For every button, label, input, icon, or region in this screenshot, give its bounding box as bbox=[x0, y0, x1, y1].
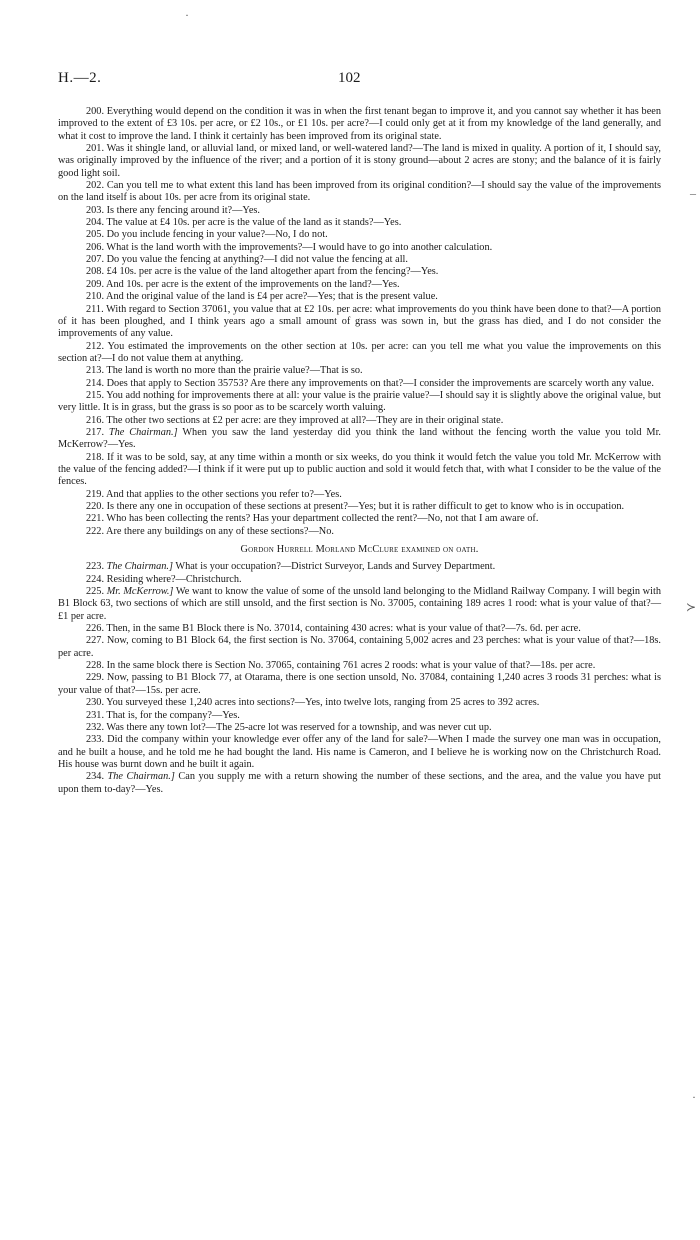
testimony-paragraph bbox=[58, 106, 661, 143]
question-number: 216. bbox=[86, 414, 105, 426]
testimony-paragraph bbox=[58, 365, 661, 377]
question-answer-text: If it was to be sold, say, at any time within a month or six weeks, do you think it would fetch the value you told Mr. McKerrow with the value of the fencing added?—I think if it were put up to public auction and sold it would fetch that, with what I consider to be the value of the fences. bbox=[58, 451, 662, 488]
speaker-label: The Chairman.] bbox=[108, 426, 178, 438]
testimony-paragraph bbox=[58, 242, 661, 254]
testimony-paragraph bbox=[58, 710, 661, 722]
question-number: 204. bbox=[86, 217, 105, 229]
question-number: 203. bbox=[86, 204, 105, 216]
testimony-paragraph bbox=[58, 452, 661, 489]
question-number: 220. bbox=[86, 501, 105, 512]
question-number: 205. bbox=[86, 229, 105, 241]
question-answer-text: Was there any town lot?—The 25-acre lot was reserved for a township, and was never cut up. bbox=[106, 721, 492, 733]
question-number: 215. bbox=[86, 389, 105, 401]
question-answer-text: Did the company within your knowledge ever offer any of the land for sale?—When I made the survey one man was in occupation, and he built a house, and he told me he had bought the land. His name is Cameron, and I believe he is working now on the Christchurch Road. His house was burnt down and he built it again. bbox=[58, 734, 662, 770]
testimony-paragraph bbox=[58, 574, 661, 586]
question-number: 223. bbox=[86, 561, 105, 573]
document-reference: H.—2. bbox=[58, 70, 102, 86]
testimony-paragraph bbox=[58, 217, 661, 229]
testimony-paragraph bbox=[58, 229, 661, 241]
question-number: 225. bbox=[86, 586, 105, 598]
question-number: 209. bbox=[86, 278, 105, 290]
testimony-paragraph bbox=[58, 143, 661, 180]
testimony-paragraph bbox=[58, 427, 661, 452]
question-number: 233. bbox=[86, 734, 105, 746]
question-answer-text: The value at £4 10s. per acre is the value of the land as it stands?—Yes. bbox=[106, 217, 402, 229]
question-answer-text: You add nothing for improvements there at all: your value is the prairie value?—I should say it is slightly above the original value, but very little. It is in grass, but the grass is so poor as to be scarcely worth valuing. bbox=[58, 389, 661, 414]
speaker-label: The Chairman.] bbox=[107, 771, 175, 783]
testimony-paragraph bbox=[58, 291, 661, 303]
scan-mark: · bbox=[185, 8, 189, 22]
question-number: 211. bbox=[86, 303, 104, 315]
question-answer-text: You estimated the improvements on the other section at 10s. per acre: can you tell me what you value the improvements on this section at?—I do not value them at anything. bbox=[58, 340, 661, 364]
question-answer-text: In the same block there is Section No. 37065, containing 761 acres 2 roods: what is your value of that?—18s. per acre. bbox=[106, 660, 596, 672]
question-answer-text: Was it shingle land, or alluvial land, or mixed land, or well-watered land?—The land is mixed in quality. A portion of it, I should say, was originally improved by the influence of the river; and a portion of it is stony ground—about 2 acres are stony; and the balance of it is fairly good light soil. bbox=[58, 143, 662, 179]
testimony-paragraph bbox=[58, 341, 661, 366]
question-answer-text: Are there any buildings on any of these sections?—No. bbox=[106, 525, 334, 537]
question-answer-text: The land is worth no more than the prairie value?—That is so. bbox=[106, 365, 363, 377]
testimony-paragraph bbox=[58, 266, 661, 278]
testimony-paragraph bbox=[58, 501, 661, 513]
question-number: 201. bbox=[86, 143, 105, 155]
question-number: 232. bbox=[86, 721, 105, 733]
question-number: 219. bbox=[86, 488, 105, 500]
speaker-label: The Chairman.] bbox=[106, 561, 173, 573]
question-number: 229. bbox=[86, 672, 105, 684]
question-number: 210. bbox=[86, 291, 105, 303]
testimony-paragraph bbox=[58, 586, 661, 623]
testimony-paragraph bbox=[58, 415, 661, 427]
question-number: 224. bbox=[86, 573, 105, 585]
testimony-paragraph bbox=[58, 205, 661, 217]
scan-mark: ≻ bbox=[686, 600, 697, 614]
question-number: 213. bbox=[86, 365, 105, 377]
question-number: 218. bbox=[86, 451, 105, 463]
testimony-paragraph bbox=[58, 526, 661, 538]
testimony-paragraph bbox=[58, 378, 661, 390]
testimony-paragraph bbox=[58, 279, 661, 291]
question-answer-text: Is there any one in occupation of these sections at present?—Yes; but it is rather difficult to get to know who is in occupation. bbox=[106, 501, 625, 512]
question-number: 221. bbox=[86, 513, 105, 525]
question-answer-text: When you saw the land yesterday did you think the land without the fencing worth the value you told Mr. McKerrow?—Yes. bbox=[58, 426, 661, 451]
question-answer-text: With regard to Section 37061, you value that at £2 10s. per acre: what improvements do you think have been done to that?—A portion of it has been ploughed, and I think years ago a small amount of grass was sown in, but the grass has died, and I do not consider the improvements of any value. bbox=[58, 303, 661, 340]
testimony-paragraph bbox=[58, 390, 661, 415]
question-number: 231. bbox=[86, 709, 105, 721]
question-answer-text: And 10s. per acre is the extent of the improvements on the land?—Yes. bbox=[106, 278, 400, 290]
question-answer-text: Then, in the same B1 Block there is No. 37014, containing 430 acres: what is your value of that?—7s. 6d. per acre. bbox=[106, 623, 581, 635]
question-number: 217. bbox=[86, 426, 105, 438]
testimony-paragraph bbox=[58, 660, 661, 672]
page-number: 102 bbox=[338, 70, 361, 86]
testimony-paragraph bbox=[58, 722, 661, 734]
question-number: 226. bbox=[86, 623, 105, 635]
testimony-paragraph bbox=[58, 734, 661, 771]
question-answer-text: Now, coming to B1 Block 64, the first section is No. 37064, containing 5,002 acres and 23 perches: what is your value of that?—18s. per acre. bbox=[58, 635, 661, 659]
testimony-paragraph bbox=[58, 304, 661, 341]
question-number: 206. bbox=[86, 241, 105, 253]
scan-mark: – bbox=[690, 186, 696, 200]
question-answer-text: Can you supply me with a return showing the number of these sections, and the area, and the value you have put upon them to-day?—Yes. bbox=[58, 771, 662, 795]
testimony-body bbox=[58, 106, 661, 796]
testimony-paragraph bbox=[58, 623, 661, 635]
question-answer-text: What is your occupation?—District Surveyor, Lands and Survey Department. bbox=[175, 561, 496, 573]
question-answer-text: Do you include fencing in your value?—No, I do not. bbox=[106, 229, 328, 241]
question-number: 234. bbox=[86, 771, 105, 783]
question-answer-text: Now, passing to B1 Block 77, at Otarama, there is one section unsold, No. 37084, containing 1,240 acres 3 roods 31 perches: what is your value of that?—15s. per acre. bbox=[58, 672, 661, 696]
question-answer-text: What is the land worth with the improvements?—I would have to go into another calculation. bbox=[106, 241, 493, 253]
question-answer-text: £4 10s. per acre is the value of the land altogether apart from the fencing?—Yes. bbox=[106, 266, 439, 278]
question-answer-text: Can you tell me to what extent this land has been improved from its original condition?—I should say the value of the improvements on the land itself is about 10s. per acre from its original state. bbox=[58, 180, 661, 204]
question-number: 214. bbox=[86, 377, 105, 389]
question-number: 228. bbox=[86, 660, 105, 672]
question-answer-text: Is there any fencing around it?—Yes. bbox=[106, 204, 260, 216]
question-answer-text: Do you value the fencing at anything?—I did not value the fencing at all. bbox=[106, 254, 408, 266]
question-number: 202. bbox=[86, 180, 105, 192]
question-answer-text: Everything would depend on the condition it was in when the first tenant began to improve it, and you cannot say whether it has been improved to the extent of £3 10s. per acre, or £2 10s., or £1 10s. per acre?—I could only get at it from my knowledge of the land generally, and what it cost to improve the land. I think it certainly has been improved from its original state. bbox=[58, 106, 661, 142]
question-number: 227. bbox=[86, 635, 105, 647]
question-answer-text: Residing where?—Christchurch. bbox=[106, 573, 242, 585]
question-answer-text: Who has been collecting the rents? Has your department collected the rent?—No, not that I am aware of. bbox=[106, 513, 539, 525]
question-answer-text: Does that apply to Section 35753? Are there any improvements on that?—I consider the improvements are scarcely worth any value. bbox=[106, 377, 654, 389]
question-answer-text: You surveyed these 1,240 acres into sections?—Yes, into twelve lots, ranging from 25 acres to 392 acres. bbox=[106, 697, 540, 709]
testimony-paragraph bbox=[58, 697, 661, 709]
question-number: 208. bbox=[86, 266, 105, 278]
question-number: 200. bbox=[86, 106, 105, 117]
question-answer-text: And that applies to the other sections you refer to?—Yes. bbox=[106, 488, 342, 500]
question-number: 230. bbox=[86, 697, 105, 709]
scan-mark: · bbox=[692, 1090, 696, 1104]
testimony-paragraph bbox=[58, 672, 661, 697]
question-answer-text: That is, for the company?—Yes. bbox=[106, 709, 240, 721]
page-header bbox=[58, 70, 658, 90]
question-answer-text: And the original value of the land is £4 per acre?—Yes; that is the present value. bbox=[106, 291, 438, 303]
testimony-paragraph bbox=[58, 489, 661, 501]
speaker-label: Mr. McKerrow.] bbox=[106, 586, 174, 598]
question-answer-text: We want to know the value of some of the unsold land belonging to the Midland Railway Company. I will begin with B1 Block 63, two sections of which are still unsold, and the first section is No. 37005, containing 189 acres 1 rood: what is your value of that?—£1 per acre. bbox=[58, 586, 661, 622]
question-answer-text: The other two sections at £2 per acre: are they improved at all?—They are in their original state. bbox=[106, 414, 504, 426]
testimony-paragraph bbox=[58, 254, 661, 266]
witness-heading: Gordon Hurrell Morland McClure examined on oath. bbox=[240, 544, 479, 556]
testimony-paragraph bbox=[58, 561, 661, 573]
testimony-paragraph bbox=[58, 771, 661, 796]
question-number: 212. bbox=[86, 340, 105, 352]
testimony-paragraph bbox=[58, 513, 661, 525]
question-number: 222. bbox=[86, 525, 105, 537]
testimony-paragraph bbox=[58, 635, 661, 660]
testimony-paragraph bbox=[58, 180, 661, 205]
question-number: 207. bbox=[86, 254, 105, 266]
